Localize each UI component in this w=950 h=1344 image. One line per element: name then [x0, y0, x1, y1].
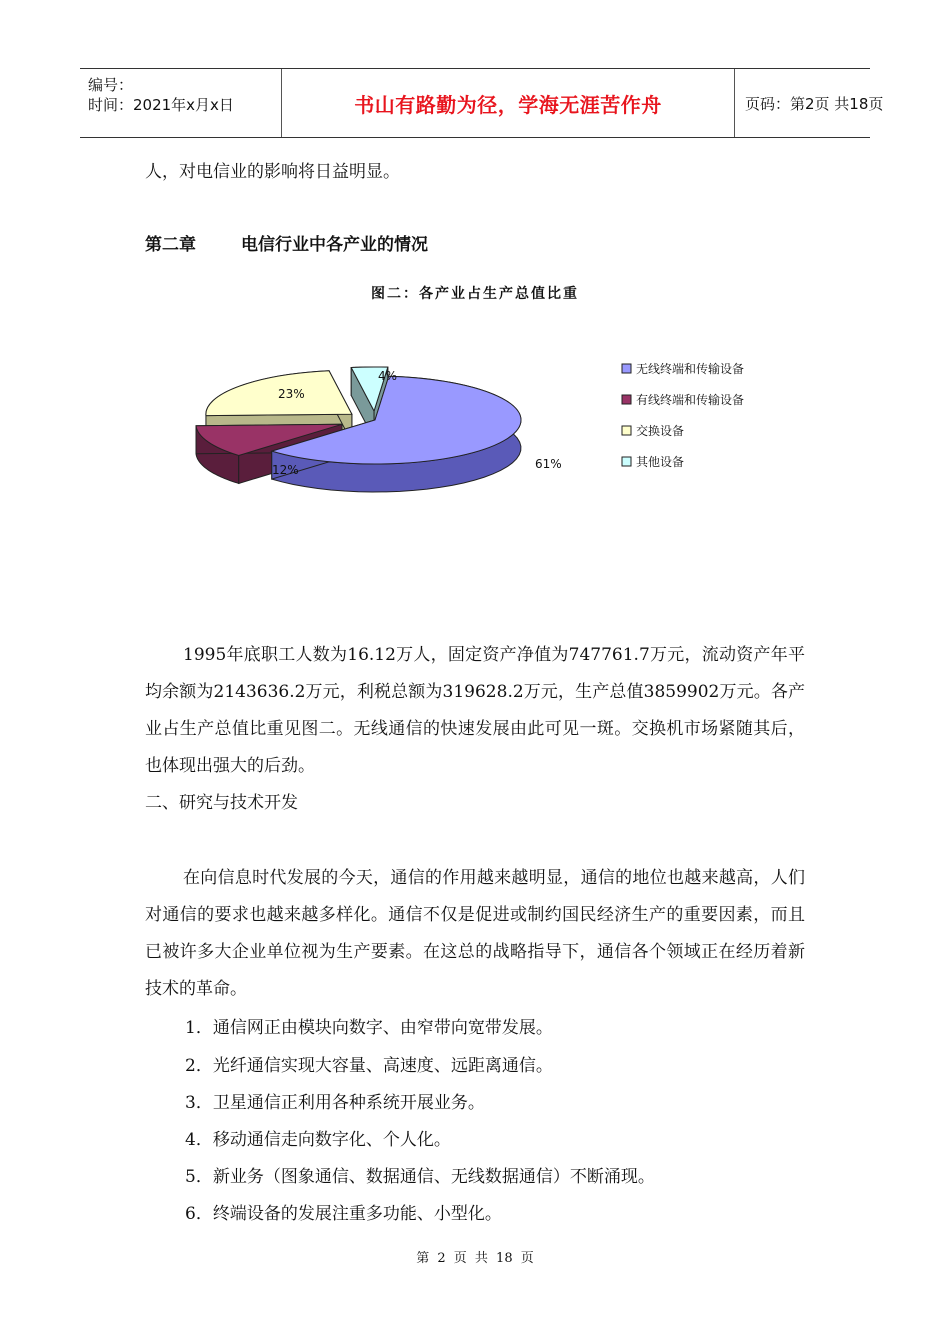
- header-motto: 书山有路勤为径，学海无涯苦作舟: [282, 69, 735, 137]
- page-footer: 第 2 页 共 18 页: [416, 1251, 534, 1266]
- legend-swatch: [622, 426, 631, 435]
- chapter-number: 第二章: [145, 235, 196, 255]
- document-time-label: 时间：2021年x月x日: [88, 96, 234, 114]
- list-item: 6．终端设备的发展注重多功能、小型化。: [185, 1204, 502, 1224]
- legend-label: 无线终端和传输设备: [636, 362, 745, 376]
- chapter-title: 电信行业中各产业的情况: [241, 235, 428, 255]
- legend-item: [622, 392, 744, 407]
- list-item: 1．通信网正由模块向数字、由窄带向宽带发展。: [185, 1018, 553, 1038]
- list-item: 4．移动通信走向数字化、个人化。: [185, 1130, 451, 1150]
- legend-label: 交换设备: [636, 424, 685, 438]
- legend-item: [622, 454, 684, 469]
- pie-chart: [250, 360, 810, 510]
- legend-label: 有线终端和传输设备: [636, 393, 745, 407]
- list-item: 3．卫星通信正利用各种系统开展业务。: [185, 1093, 485, 1113]
- chapter-heading: [145, 230, 428, 255]
- continuation-text: 人，对电信业的影响将日益明显。: [145, 162, 400, 182]
- header-page-info: 页码：第2页 共18页: [745, 94, 884, 113]
- pie-data-label: 4%: [378, 369, 398, 383]
- paragraph-statistics: 1995年底职工人数为16.12万人，固定资产净值为747761.7万元，流动资产年平均余额为2143636.2万元，利税总额为319628.2万元，生产总值3859902万元。各产业占生产总值比重见图二。无线通信的快速发展由此可见一斑。交换机市场紧随其后，也体现出强大的后劲。: [145, 645, 805, 776]
- pie-data-label: 61%: [535, 457, 562, 471]
- header-meta-cell: [80, 69, 282, 137]
- legend-swatch: [622, 395, 631, 404]
- pie-data-label: 23%: [278, 387, 305, 401]
- list-item: 5．新业务（图象通信、数据通信、无线数据通信）不断涌现。: [185, 1167, 655, 1187]
- list-item: 2．光纤通信实现大容量、高速度、远距离通信。: [185, 1056, 553, 1076]
- chart-title: 图二：各产业占生产总值比重: [371, 286, 579, 302]
- paragraph-rnd: 在向信息时代发展的今天，通信的作用越来越明显，通信的地位也越来越高，人们对通信的要求也越来越多样化。通信不仅是促进或制约国民经济生产的重要因素，而且已被许多大企业单位视为生产要素。在这总的战略指导下，通信各个领域正在经历着新技术的革命。: [145, 868, 805, 999]
- pie-data-label: 12%: [272, 463, 299, 477]
- legend-item: [622, 361, 744, 376]
- legend-label: 其他设备: [636, 455, 685, 469]
- page-header: [80, 68, 884, 138]
- legend-swatch: [622, 364, 631, 373]
- legend-swatch: [622, 457, 631, 466]
- legend-item: [622, 423, 684, 438]
- section-heading-rnd: 二、研究与技术开发: [145, 793, 298, 813]
- document-number-label: 编号：: [88, 76, 134, 94]
